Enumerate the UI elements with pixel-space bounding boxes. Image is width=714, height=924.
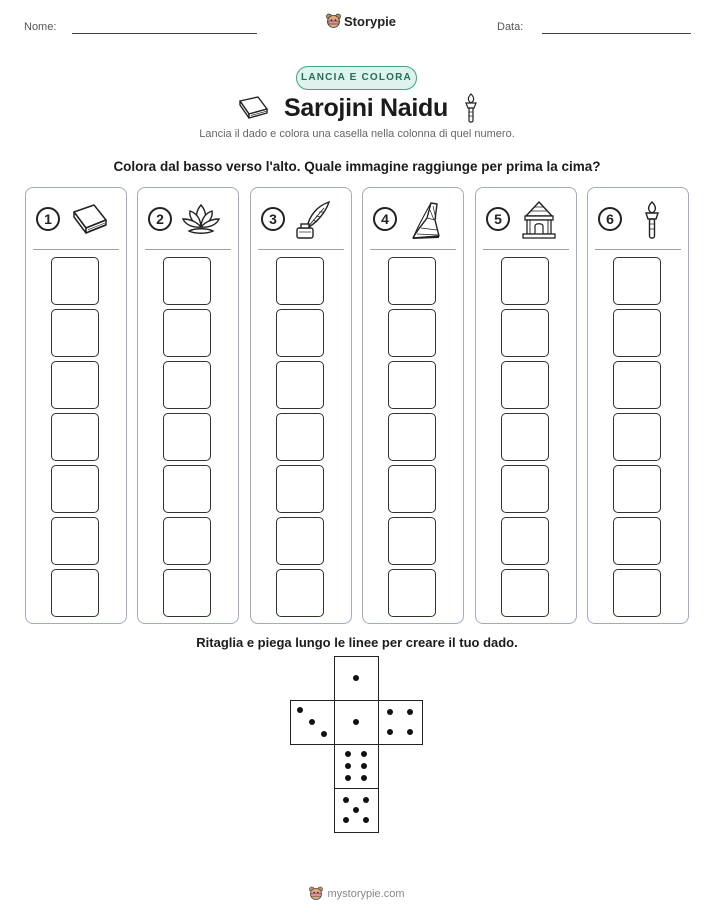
dice-face-top <box>334 656 379 701</box>
dice-pip <box>387 729 393 735</box>
color-box[interactable] <box>51 361 99 409</box>
page-subtitle: Lancia il dado e colora una casella nella colonna di quel numero. <box>199 128 515 140</box>
dice-pip <box>345 775 351 781</box>
dice-pip <box>353 719 359 725</box>
bear-icon <box>326 13 341 29</box>
column-header <box>138 188 238 250</box>
color-box[interactable] <box>163 361 211 409</box>
dice-face-lower <box>334 744 379 789</box>
dice-pip <box>345 751 351 757</box>
name-label: Nome: <box>24 21 57 33</box>
column-divider <box>483 249 569 250</box>
color-box[interactable] <box>388 569 436 617</box>
column-6 <box>587 187 689 624</box>
column-number: 6 <box>598 207 622 231</box>
dice-pip <box>363 797 369 803</box>
color-box[interactable] <box>276 517 324 565</box>
dice-pip <box>297 707 303 713</box>
temple-icon <box>518 200 560 240</box>
sari-icon <box>405 200 447 240</box>
cut-instruction: Ritaglia e piega lungo le linee per creare il tuo dado. <box>196 635 518 650</box>
color-box[interactable] <box>501 361 549 409</box>
color-box[interactable] <box>613 569 661 617</box>
date-line[interactable] <box>542 33 691 34</box>
column-number: 3 <box>261 207 285 231</box>
color-box[interactable] <box>501 465 549 513</box>
dice-pip <box>407 709 413 715</box>
column-header <box>363 188 463 250</box>
color-box[interactable] <box>51 309 99 357</box>
dice-pip <box>387 709 393 715</box>
color-box[interactable] <box>388 413 436 461</box>
color-box[interactable] <box>276 413 324 461</box>
dice-pip <box>361 775 367 781</box>
name-line[interactable] <box>72 33 257 34</box>
column-divider <box>258 249 344 250</box>
dice-pip <box>343 797 349 803</box>
dice-face-right <box>378 700 423 745</box>
color-box[interactable] <box>388 361 436 409</box>
column-3 <box>250 187 352 624</box>
color-box[interactable] <box>51 413 99 461</box>
column-divider <box>33 249 119 250</box>
dice-pip <box>407 729 413 735</box>
brand-logo <box>326 13 396 29</box>
column-divider <box>595 249 681 250</box>
lotus-icon <box>180 200 222 240</box>
color-box[interactable] <box>51 569 99 617</box>
footer-url: mystorypie.com <box>327 887 405 900</box>
date-label: Data: <box>497 21 524 33</box>
color-box[interactable] <box>163 465 211 513</box>
quill-inkwell-icon <box>293 200 335 240</box>
color-box[interactable] <box>388 465 436 513</box>
color-box[interactable] <box>613 413 661 461</box>
brand-name: Storypie <box>344 13 397 29</box>
instruction-text: Colora dal basso verso l'alto. Quale immagine raggiunge per prima la cima? <box>113 159 601 174</box>
color-box[interactable] <box>163 517 211 565</box>
color-box[interactable] <box>276 569 324 617</box>
title-row <box>0 92 714 124</box>
color-box[interactable] <box>276 309 324 357</box>
color-box[interactable] <box>388 257 436 305</box>
column-divider <box>145 249 231 250</box>
column-1 <box>25 187 127 624</box>
column-number: 1 <box>36 207 60 231</box>
dice-pip <box>361 763 367 769</box>
dice-pip <box>353 807 359 813</box>
color-box[interactable] <box>163 257 211 305</box>
activity-badge: LANCIA E COLORA <box>296 66 417 90</box>
color-box[interactable] <box>276 465 324 513</box>
column-number: 5 <box>486 207 510 231</box>
column-divider <box>370 249 456 250</box>
color-box[interactable] <box>501 413 549 461</box>
dice-face-bottom <box>334 788 379 833</box>
color-box[interactable] <box>501 257 549 305</box>
book-icon <box>234 94 270 122</box>
color-box[interactable] <box>501 309 549 357</box>
dice-face-left <box>290 700 335 745</box>
column-header <box>588 188 688 250</box>
color-box[interactable] <box>388 309 436 357</box>
color-box[interactable] <box>51 257 99 305</box>
dice-pip <box>363 817 369 823</box>
footer <box>0 886 714 901</box>
color-box[interactable] <box>501 517 549 565</box>
book-icon <box>68 200 110 240</box>
color-box[interactable] <box>613 257 661 305</box>
color-box[interactable] <box>613 517 661 565</box>
color-box[interactable] <box>163 309 211 357</box>
bear-icon <box>309 886 323 901</box>
column-2 <box>137 187 239 624</box>
column-number: 4 <box>373 207 397 231</box>
column-header <box>26 188 126 250</box>
dice-face-center <box>334 700 379 745</box>
dice-pip <box>361 751 367 757</box>
dice-pip <box>353 675 359 681</box>
column-header <box>251 188 351 250</box>
page-title: Sarojini Naidu <box>284 93 448 122</box>
dice-pip <box>345 763 351 769</box>
color-box[interactable] <box>163 413 211 461</box>
color-box[interactable] <box>613 465 661 513</box>
color-box[interactable] <box>613 309 661 357</box>
torch-icon <box>630 200 672 240</box>
color-box[interactable] <box>276 257 324 305</box>
dice-pip <box>343 817 349 823</box>
color-box[interactable] <box>276 361 324 409</box>
column-4 <box>362 187 464 624</box>
dice-pip <box>321 731 327 737</box>
color-box[interactable] <box>51 465 99 513</box>
color-box[interactable] <box>501 569 549 617</box>
color-box[interactable] <box>613 361 661 409</box>
dice-pip <box>309 719 315 725</box>
color-box[interactable] <box>51 517 99 565</box>
column-number: 2 <box>148 207 172 231</box>
column-5 <box>475 187 577 624</box>
color-box[interactable] <box>163 569 211 617</box>
column-header <box>476 188 576 250</box>
torch-icon <box>462 92 480 124</box>
color-box[interactable] <box>388 517 436 565</box>
